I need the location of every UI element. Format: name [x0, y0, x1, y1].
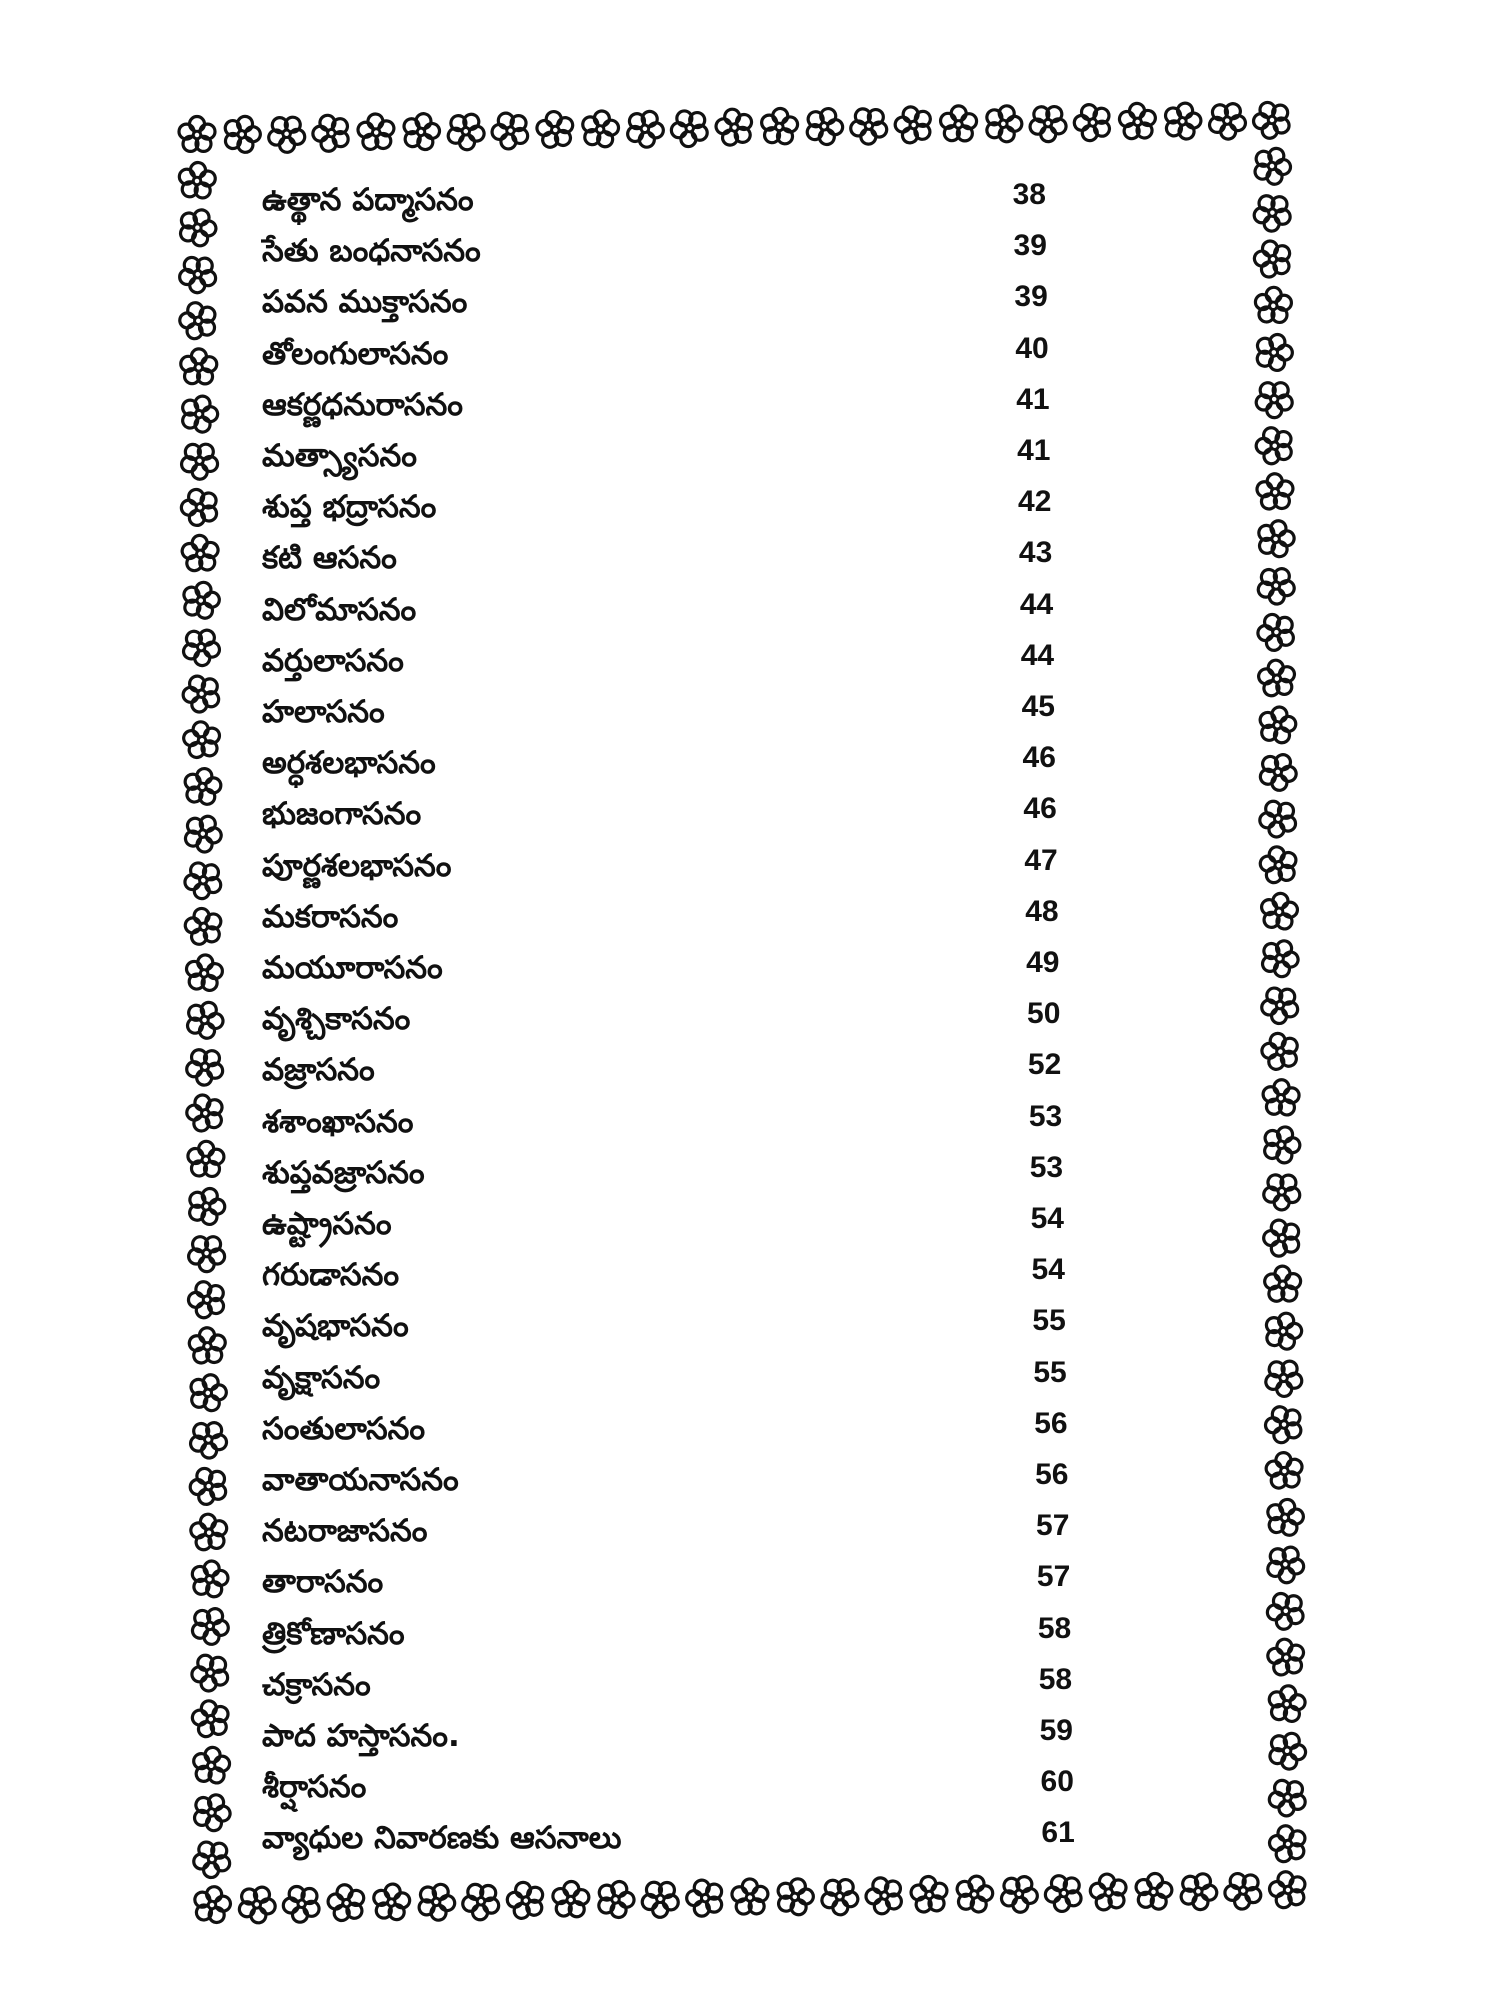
toc-entry-page-number: 43: [1018, 536, 1053, 570]
flower-icon: [185, 1460, 235, 1510]
toc-entry: [262, 1509, 1204, 1559]
flower-icon: [179, 854, 229, 904]
toc-entry-title: మయూరాసనం: [262, 950, 443, 986]
toc-entry: [262, 1407, 1204, 1457]
toc-entry-title: మత్స్యాసనం: [262, 438, 417, 474]
flower-icon: [1255, 287, 1292, 323]
toc-entry: [262, 1151, 1204, 1201]
toc-entry-page-number: 61: [1041, 1816, 1075, 1850]
flower-icon: [1161, 99, 1204, 142]
toc-entry-title: విలోమాసనం: [262, 591, 417, 628]
flower-icon: [176, 482, 226, 532]
flower-icon: [773, 1874, 817, 1917]
flower-icon: [1261, 1262, 1306, 1307]
flower-icon: [995, 1869, 1043, 1917]
flower-icon: [277, 1878, 327, 1928]
flower-icon: [187, 1509, 234, 1556]
flower-icon: [400, 110, 443, 152]
toc-entry-page-number: 44: [1020, 638, 1055, 672]
flower-icon: [860, 1870, 910, 1920]
toc-entry-title: మకరాసనం: [262, 898, 399, 935]
flower-icon: [1024, 98, 1074, 147]
toc-entry-page-number: 39: [1013, 229, 1047, 263]
flower-icon: [189, 1558, 231, 1599]
flower-icon: [1249, 234, 1298, 283]
toc-entry: [262, 690, 1204, 740]
flower-icon: [1259, 1121, 1305, 1166]
toc-entry-page-number: 58: [1038, 1662, 1073, 1696]
flower-icon: [1264, 1496, 1306, 1538]
toc-entry-title: తారాసనం: [262, 1564, 384, 1601]
flower-icon: [1255, 655, 1302, 702]
flower-icon: [1175, 1867, 1222, 1914]
toc-entry-title: శుప్తవజ్రాసనం: [262, 1154, 425, 1191]
flower-icon: [890, 100, 939, 149]
flower-icon: [175, 296, 224, 345]
toc-entry: [262, 280, 1204, 330]
flower-icon: [442, 106, 491, 154]
flower-icon: [1260, 1399, 1310, 1449]
toc-entry: [262, 229, 1204, 279]
flower-icon: [1086, 1868, 1133, 1916]
flower-icon: [1203, 95, 1252, 143]
toc-entry: [262, 485, 1204, 535]
toc-entry: [262, 1100, 1204, 1150]
flower-icon: [188, 1788, 235, 1835]
table-of-contents: [262, 178, 1204, 1866]
toc-entry-page-number: 56: [1035, 1458, 1069, 1491]
toc-entry-page-number: 46: [1023, 792, 1057, 826]
flower-icon: [1262, 1447, 1308, 1494]
toc-entry-page-number: 48: [1025, 894, 1059, 928]
toc-entry-title: నటరాజాసనం: [262, 1513, 428, 1550]
toc-entry: [262, 844, 1204, 894]
toc-entry: [262, 639, 1204, 689]
flower-icon: [354, 109, 400, 155]
toc-entry-title: వాతాయనాసనం: [262, 1462, 459, 1498]
toc-entry-page-number: 59: [1039, 1714, 1073, 1747]
toc-entry: [262, 588, 1204, 638]
toc-entry-page-number: 41: [1016, 382, 1050, 416]
toc-entry-page-number: 55: [1032, 1304, 1066, 1338]
flower-icon: [181, 902, 229, 950]
flower-icon: [1133, 1871, 1174, 1911]
flower-icon: [188, 1833, 238, 1883]
toc-entry-page-number: 54: [1030, 1202, 1064, 1235]
toc-entry-title: తోలంగులాసనం: [262, 335, 449, 372]
flower-icon: [552, 1881, 590, 1918]
flower-icon: [953, 1873, 995, 1915]
toc-entry: [262, 946, 1204, 996]
flower-icon: [184, 1414, 233, 1463]
flower-icon: [182, 996, 229, 1042]
flower-icon: [182, 766, 224, 807]
toc-entry: [262, 536, 1204, 586]
flower-icon: [184, 953, 223, 991]
toc-entry-title: ఆకర్ణధనురాసనం: [262, 386, 464, 423]
toc-entry: [262, 332, 1204, 382]
toc-entry: [262, 895, 1204, 945]
flower-icon: [175, 435, 225, 484]
flower-icon: [177, 622, 226, 670]
toc-entry-title: సేతు బంధనాసనం: [262, 233, 481, 270]
toc-entry-title: వర్తులాసనం: [262, 642, 404, 679]
toc-entry-title: వృషభాసనం: [262, 1308, 409, 1345]
flower-icon: [907, 1871, 953, 1918]
toc-entry: [262, 434, 1204, 484]
toc-entry-page-number: 39: [1014, 280, 1048, 314]
flower-icon: [457, 1876, 507, 1926]
toc-entry-title: హలాసనం: [262, 694, 385, 730]
toc-entry-page-number: 52: [1027, 1048, 1062, 1082]
flower-icon: [186, 1647, 236, 1697]
flower-icon: [179, 809, 227, 856]
flower-icon: [1069, 97, 1119, 147]
toc-entry: [262, 1458, 1204, 1508]
toc-entry-page-number: 57: [1036, 1560, 1071, 1594]
flower-icon: [486, 105, 536, 155]
flower-icon: [179, 530, 224, 576]
flower-icon: [1258, 1166, 1308, 1216]
toc-entry: [262, 1048, 1204, 1098]
toc-entry-page-number: 55: [1033, 1355, 1067, 1389]
flower-icon: [1254, 793, 1304, 843]
flower-icon: [1254, 469, 1299, 515]
toc-entry-title: భుజంగాసనం: [262, 796, 422, 833]
flower-icon: [1252, 560, 1301, 609]
flower-icon: [1261, 1309, 1305, 1352]
flower-icon: [1259, 891, 1299, 930]
flower-icon: [179, 578, 222, 621]
toc-entry-page-number: 50: [1027, 997, 1061, 1031]
flower-icon: [175, 204, 221, 250]
toc-entry-title: కటి ఆసనం: [262, 540, 397, 577]
toc-entry-page-number: 40: [1015, 331, 1049, 365]
flower-icon: [181, 1041, 231, 1091]
flower-icon: [1248, 94, 1298, 144]
toc-entry-page-number: 47: [1024, 843, 1058, 877]
flower-icon: [940, 106, 977, 142]
toc-entry: [262, 1560, 1204, 1610]
toc-entry: [262, 997, 1204, 1047]
flower-icon: [1261, 1585, 1311, 1635]
toc-entry-page-number: 49: [1026, 946, 1060, 979]
toc-entry-title: వృశ్చికాసనం: [262, 1001, 411, 1038]
flower-icon: [636, 1873, 686, 1923]
toc-entry-title: వ్యాధుల నివారణకు ఆసనాలు: [262, 1820, 622, 1857]
toc-entry-page-number: 53: [1028, 1099, 1063, 1133]
toc-entry-title: అర్ధశలభాసనం: [262, 745, 436, 782]
flower-icon: [1267, 1683, 1308, 1723]
flower-icon: [1263, 1772, 1313, 1822]
flower-icon: [186, 1601, 234, 1649]
toc-entry-page-number: 45: [1021, 690, 1055, 723]
flower-icon: [1256, 841, 1304, 889]
toc-entry-page-number: 41: [1017, 434, 1051, 467]
flower-icon: [1256, 979, 1306, 1029]
flower-icon: [1257, 704, 1299, 745]
flower-icon: [180, 349, 217, 385]
flower-icon: [188, 1695, 236, 1743]
flower-icon: [220, 111, 265, 155]
toc-entry-page-number: 38: [1012, 178, 1046, 211]
flower-icon: [533, 106, 580, 154]
flower-icon: [1039, 1867, 1089, 1917]
toc-entry-title: పాద హస్తాసనం.: [262, 1718, 460, 1754]
flower-icon: [845, 100, 895, 150]
flower-icon: [263, 108, 312, 157]
flower-icon: [182, 1228, 232, 1277]
flower-icon: [1264, 1726, 1311, 1773]
toc-entry-title: శుప్త భద్రాసనం: [262, 489, 437, 526]
flower-icon: [1262, 1079, 1300, 1116]
toc-entry-title: త్రికోణాసనం: [262, 1615, 405, 1652]
toc-entry: [262, 178, 1204, 228]
toc-entry-page-number: 53: [1029, 1150, 1064, 1184]
flower-icon: [178, 161, 217, 199]
toc-entry-title: శశాంఖాసనం: [262, 1103, 414, 1140]
flower-icon: [233, 1880, 281, 1928]
flower-icon: [1265, 1865, 1313, 1914]
flower-icon: [1252, 606, 1302, 656]
toc-entry-title: సంతులాసనం: [262, 1410, 426, 1447]
toc-entry: [262, 1714, 1204, 1764]
flower-icon: [502, 1876, 551, 1925]
flower-icon: [191, 1745, 231, 1784]
flower-icon: [622, 104, 670, 151]
flower-icon: [371, 1882, 411, 1921]
flower-icon: [981, 101, 1026, 145]
flower-icon: [1254, 516, 1298, 559]
toc-entry-page-number: 42: [1018, 485, 1052, 519]
toc-entry: [262, 1304, 1204, 1354]
flower-icon: [179, 117, 215, 152]
flower-icon: [186, 1323, 231, 1369]
flower-icon: [187, 1141, 224, 1177]
toc-entry-page-number: 54: [1031, 1253, 1065, 1287]
flower-icon: [681, 1873, 730, 1923]
toc-entry: [262, 383, 1204, 433]
flower-icon: [1248, 187, 1298, 237]
flower-icon: [324, 1879, 372, 1927]
flower-icon: [1257, 1027, 1306, 1076]
toc-entry: [262, 1612, 1204, 1662]
flower-icon: [729, 1874, 774, 1919]
flower-icon: [173, 248, 223, 298]
flower-icon: [177, 391, 222, 435]
flower-icon: [183, 1274, 233, 1324]
flower-icon: [1258, 1213, 1307, 1263]
toc-entry: [262, 741, 1204, 791]
flower-icon: [1260, 1353, 1309, 1402]
toc-entry-title: శీర్షాసనం: [262, 1769, 367, 1806]
flower-icon: [1256, 934, 1303, 981]
flower-icon: [1250, 374, 1300, 423]
flower-icon: [1116, 98, 1161, 144]
flower-icon: [1249, 142, 1296, 188]
toc-entry: [262, 1356, 1204, 1406]
flower-icon: [711, 103, 759, 152]
toc-entry-page-number: 46: [1022, 741, 1056, 775]
toc-entry-title: వజ్రాసనం: [262, 1052, 375, 1089]
flower-icon: [182, 1088, 231, 1137]
flower-icon: [816, 1871, 865, 1920]
toc-entry-page-number: 58: [1037, 1611, 1072, 1645]
toc-entry: [262, 1816, 1204, 1866]
toc-entry-title: ఉత్థాన పద్మాసనం: [262, 182, 474, 218]
toc-entry: [262, 792, 1204, 842]
flower-icon: [191, 1883, 233, 1924]
toc-entry-title: ఉష్ట్రాసనం: [262, 1206, 392, 1242]
toc-entry-page-number: 60: [1040, 1765, 1074, 1799]
flower-icon: [177, 668, 227, 718]
toc-entry: [262, 1253, 1204, 1303]
toc-entry-page-number: 44: [1019, 587, 1054, 621]
toc-entry-title: పూర్ణశలభాసనం: [262, 847, 452, 884]
flower-icon: [593, 1876, 639, 1921]
toc-entry-title: గరుడాసనం: [262, 1257, 400, 1294]
flower-icon: [1265, 1819, 1313, 1868]
flower-icon: [307, 107, 357, 157]
flower-icon: [665, 102, 715, 152]
toc-entry-title: పవన ముక్తాసనం: [262, 284, 468, 321]
flower-icon: [1262, 1539, 1310, 1587]
toc-entry: [262, 1663, 1204, 1713]
flower-icon: [801, 102, 847, 148]
flower-icon: [580, 108, 621, 148]
toc-entry: [262, 1765, 1204, 1815]
flower-icon: [186, 1370, 230, 1413]
toc-entry-title: చక్రాసనం: [262, 1666, 371, 1703]
flower-icon: [1254, 747, 1302, 795]
flower-icon: [180, 716, 227, 763]
toc-entry-page-number: 56: [1034, 1406, 1068, 1440]
flower-icon: [1263, 1633, 1310, 1681]
toc-entry-title: వృక్షాసనం: [262, 1359, 381, 1396]
flower-icon: [1251, 420, 1301, 470]
flower-icon: [413, 1878, 460, 1925]
flower-icon: [760, 107, 799, 145]
flower-icon: [1219, 1865, 1269, 1915]
flower-icon: [184, 1183, 229, 1228]
flower-icon: [1251, 329, 1296, 374]
toc-entry-page-number: 57: [1036, 1509, 1070, 1543]
toc-entry: [262, 1202, 1204, 1252]
